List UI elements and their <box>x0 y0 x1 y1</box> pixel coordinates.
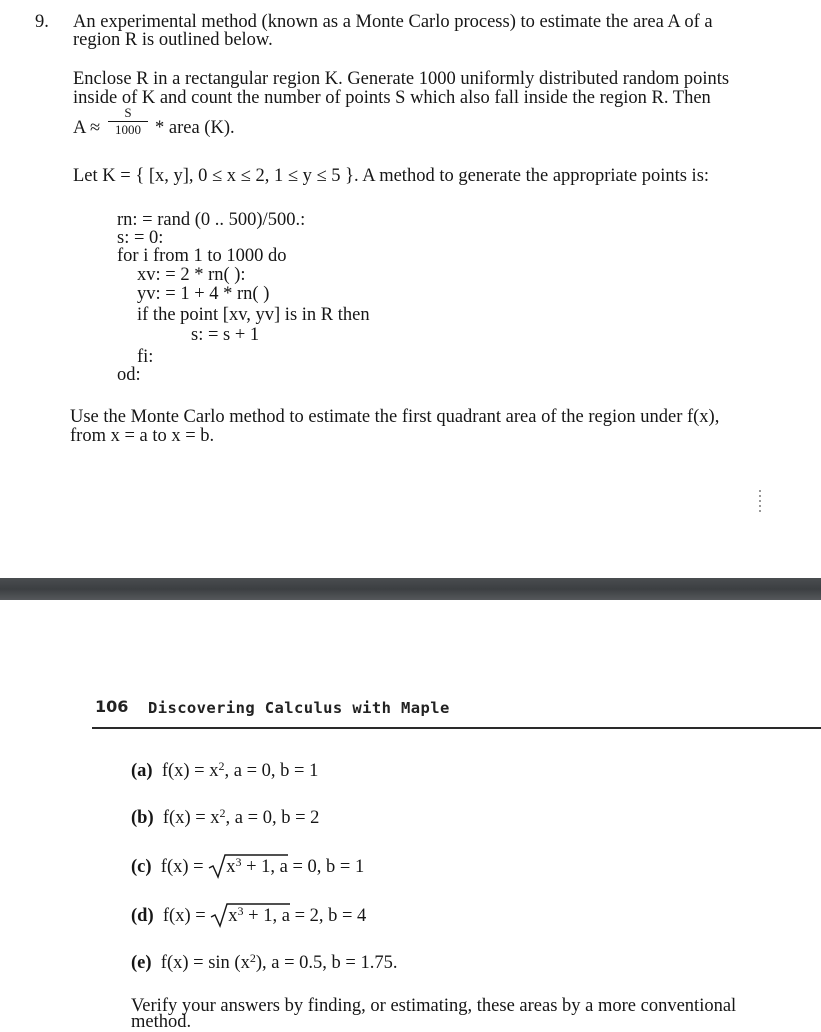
header-rule <box>92 727 821 729</box>
area-fraction <box>108 106 148 137</box>
item-sup: 2 <box>249 951 256 965</box>
item-post: ), a = 0.5, b = 1.75. <box>255 953 398 973</box>
radical-sign-icon <box>210 902 290 928</box>
let-line: Let K = { [x, y], 0 ≤ x ≤ 2, 1 ≤ y ≤ 5 }. A method to generate the appropriate points is: <box>73 166 710 186</box>
item-pre: f(x) = <box>160 857 209 877</box>
code-line: od: <box>117 365 141 385</box>
radicand-post: + 1 <box>241 857 271 877</box>
use-line-2: from x = a to x = b. <box>70 426 215 446</box>
item-post: , a = 0, b = 2 <box>225 808 320 828</box>
square-root <box>210 906 272 926</box>
page-separator <box>0 578 821 600</box>
radicand-sup: 3 <box>237 904 244 918</box>
square-root <box>208 857 270 877</box>
verify-line-2: method. <box>131 1012 192 1032</box>
fraction-numerator: S <box>124 105 132 120</box>
code-line: rn: = rand (0 .. 500)/500.: <box>117 210 306 230</box>
item-sup: 2 <box>219 806 226 820</box>
code-line: s: = s + 1 <box>191 325 260 345</box>
exercise-item-a <box>131 761 318 781</box>
item-pre: f(x) = sin (x <box>160 953 250 973</box>
item-post: , a = 2, b = 4 <box>272 906 367 926</box>
item-post: , a = 0, b = 1 <box>224 761 319 781</box>
code-line: xv: = 2 * rn( ): <box>137 265 246 285</box>
approx-rhs: * area (K). <box>155 118 235 138</box>
code-line: for i from 1 to 1000 do <box>117 246 287 266</box>
item-label: (d) <box>131 906 154 926</box>
radicand-sup: 3 <box>235 855 242 869</box>
approx-lhs: A ≈ <box>73 118 101 138</box>
exercise-item-b <box>131 808 319 828</box>
scan-artifact <box>759 490 761 512</box>
item-sup: 2 <box>218 759 225 773</box>
item-pre: f(x) = x <box>161 761 219 781</box>
code-line: yv: = 1 + 4 * rn( ) <box>137 284 270 304</box>
intro-line-1: An experimental method (known as a Monte Carlo process) to estimate the area A of a <box>73 12 713 32</box>
radicand-post: + 1 <box>243 906 273 926</box>
radicand-base: x <box>226 857 236 877</box>
problem-number: 9. <box>35 12 49 32</box>
radicand-base: x <box>228 906 238 926</box>
code-line: s: = 0: <box>117 228 164 248</box>
item-pre: f(x) = x <box>162 808 220 828</box>
item-post: , a = 0, b = 1 <box>270 857 365 877</box>
item-label: (c) <box>131 857 152 877</box>
exercise-item-c <box>131 857 364 877</box>
verify-line-1: Verify your answers by finding, or estimating, these areas by a more conventional <box>131 996 737 1016</box>
enclose-line-1: Enclose R in a rectangular region K. Generate 1000 uniformly distributed random points <box>73 69 730 89</box>
page-number: 106 <box>95 697 129 716</box>
exercise-item-d <box>131 906 366 926</box>
code-line: fi: <box>137 347 154 367</box>
item-pre: f(x) = <box>162 906 211 926</box>
radical-sign-icon <box>208 853 288 879</box>
enclose-line-2: inside of K and count the number of points S which also fall inside the region R. Then <box>73 88 711 108</box>
fraction-denominator: 1000 <box>115 122 141 137</box>
exercise-item-e <box>131 953 397 973</box>
intro-line-2: region R is outlined below. <box>73 30 273 50</box>
item-label: (a) <box>131 761 153 781</box>
item-label: (b) <box>131 808 154 828</box>
item-label: (e) <box>131 953 152 973</box>
code-line: if the point [xv, yv] is in R then <box>137 305 370 325</box>
book-title: Discovering Calculus with Maple <box>148 699 450 717</box>
use-line-1: Use the Monte Carlo method to estimate the first quadrant area of the region under f(x), <box>70 407 720 427</box>
